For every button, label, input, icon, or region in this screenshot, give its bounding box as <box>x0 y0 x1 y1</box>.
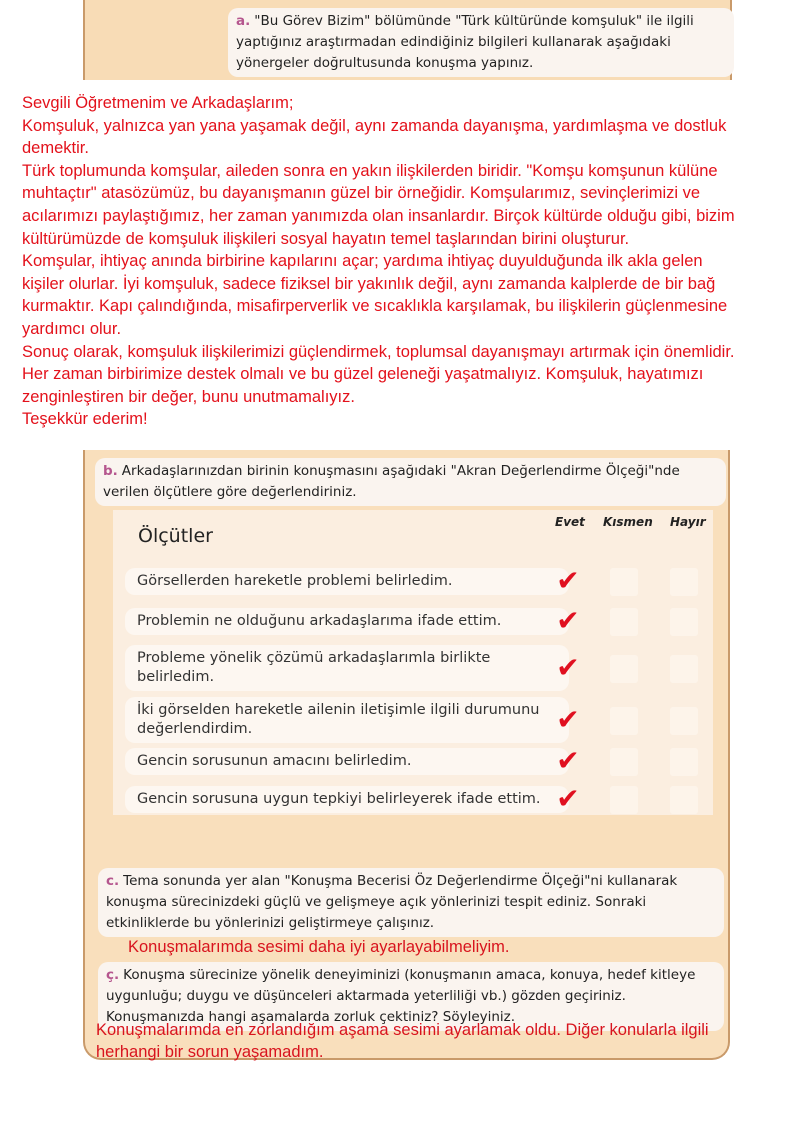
question-text: Tema sonunda yer alan "Konuşma Becerisi Öz Değerlendirme Ölçeği"ni kullanarak konuşma sürecinizdeki güçlü ve gelişmeye açık yönlerinizi tespit ediniz. Sonraki etkinliklerde bu yönlerinizi geliştirmeye çalışınız. <box>106 873 678 931</box>
checkbox-kısmen[interactable] <box>610 608 638 636</box>
speech-line: zenginleştiren bir değer, bunu unutmamalıyız. <box>22 387 355 406</box>
checkbox-kısmen[interactable] <box>610 655 638 683</box>
speech-line: Türk toplumunda komşular, aileden sonra en yakın ilişkilerden biridir. "Komşu komşunun külüne <box>22 161 718 180</box>
checkmark-icon: ✔ <box>556 744 580 777</box>
column-header-evet: Evet <box>555 515 585 529</box>
speech-line: Sevgili Öğretmenim ve Arkadaşlarım; <box>22 94 294 112</box>
criterion-row: İki görselden hareketle ailenin iletişimle ilgili durumunu değerlendirdim. <box>125 697 569 743</box>
checkbox-evet[interactable] <box>555 604 583 637</box>
question-text: Konuşma sürecinize yönelik deneyiminizi (konuşmanın amaca, konuya, hedef kitleye uygunluğu; duygu ve düşünceleri aktarmada yeterliliği vb.) gözden geçiriniz. Konuşmanızda hangi aşamalarda zorluk çektiniz? Söyleyiniz. <box>106 967 696 1025</box>
checkmark-icon: ✔ <box>556 650 580 684</box>
checkbox-hayır[interactable] <box>670 786 698 814</box>
speech-line: Komşuluk, yalnızca yan yana yaşamak değil, aynı zamanda dayanışma, yardımlaşma ve dostluk <box>22 116 727 135</box>
question-text: Arkadaşlarınızdan birinin konuşmasını aşağıdaki "Akran Değerlendirme Ölçeği"nde verilen ölçütlere göre değerlendiriniz. <box>103 463 680 500</box>
speech-line: Teşekkür ederim! <box>22 410 148 429</box>
checkmark-icon: ✔ <box>556 564 580 597</box>
checkbox-hayır[interactable] <box>670 568 698 596</box>
checkbox-kısmen[interactable] <box>610 748 638 776</box>
table-title: Ölçütler <box>138 525 213 547</box>
question-letter: c. <box>106 873 120 889</box>
checkmark-icon: ✔ <box>556 782 580 815</box>
criterion-row: Probleme yönelik çözümü arkadaşlarımla birlikte belirledim. <box>125 645 569 691</box>
answer-c: Konuşmalarımda sesimi daha iyi ayarlayabilmeliyim. <box>128 938 510 956</box>
speech-line: demektir. <box>22 139 89 158</box>
checkbox-evet[interactable] <box>555 650 583 684</box>
question-letter: ç. <box>106 967 120 983</box>
question-a <box>228 8 734 77</box>
criterion-row: Gencin sorusunun amacını belirledim. <box>125 748 569 775</box>
checkmark-icon: ✔ <box>556 702 580 736</box>
assessment-table <box>113 510 713 815</box>
speech-line: Sonuç olarak, komşuluk ilişkilerimizi güçlendirmek, toplumsal dayanışmayı artırmak için önemlidir. <box>22 342 735 361</box>
speech-line: Komşular, ihtiyaç anında birbirine kapılarını açar; yardıma ihtiyaç duyulduğunda ilk akla gelen <box>22 252 703 271</box>
checkbox-hayır[interactable] <box>670 655 698 683</box>
checkbox-hayır[interactable] <box>670 748 698 776</box>
speech-line: muhtaçtır" atasözümüz, bu dayanışmanın güzel bir örneğidir. Komşularımız, sevinçlerimizi ve <box>22 184 701 203</box>
checkbox-hayır[interactable] <box>670 707 698 735</box>
column-header-kismen: Kısmen <box>603 515 653 529</box>
checkbox-evet[interactable] <box>555 564 583 597</box>
criterion-row: Görsellerden hareketle problemi belirledim. <box>125 568 569 595</box>
column-header-hayir: Hayır <box>670 515 706 529</box>
question-text: "Bu Görev Bizim" bölümünde "Türk kültüründe komşuluk" ile ilgili yaptığınız araştırmadan edindiğiniz bilgileri kullanarak aşağıdaki yönergeler doğrultusunda konuşma yapınız. <box>236 13 694 71</box>
checkbox-evet[interactable] <box>555 782 583 815</box>
speech-line: kişiler olurlar. İyi komşuluk, sadece fiziksel bir yakınlık değil, aynı zamanda kalplerde de bir bağ <box>22 274 716 293</box>
speech-line: kurmaktır. Kapı çalındığında, misafirperverlik ve sıcaklıkla karşılamak, bu ilişkilerin güçlenmesine <box>22 297 728 316</box>
speech-line: acılarımızı paylaştığımız, her zaman yanımızda olan insanlardır. Birçok kültürde olduğu gibi, bizim <box>22 206 735 225</box>
checkmark-icon: ✔ <box>556 604 580 637</box>
speech-line: yardımcı olur. <box>22 319 122 338</box>
criterion-row: Gencin sorusuna uygun tepkiyi belirleyerek ifade ettim. <box>125 786 569 813</box>
checkbox-kısmen[interactable] <box>610 707 638 735</box>
speech-text <box>22 92 735 431</box>
question-b <box>95 458 726 506</box>
question-letter: b. <box>103 463 118 479</box>
checkbox-kısmen[interactable] <box>610 568 638 596</box>
checkbox-evet[interactable] <box>555 744 583 777</box>
answer-cc: Konuşmalarımda en zorlandığım aşama sesimi ayarlamak oldu. Diğer konularla ilgili herhangi bir sorun yaşamadım. <box>96 1021 709 1061</box>
checkbox-kısmen[interactable] <box>610 786 638 814</box>
checkbox-hayır[interactable] <box>670 608 698 636</box>
speech-line: kültürümüzde de komşuluk ilişkileri sosyal hayatın temel taşlarından birini oluşturur. <box>22 229 630 248</box>
question-c <box>98 868 724 937</box>
checkbox-evet[interactable] <box>555 702 583 736</box>
criterion-row: Problemin ne olduğunu arkadaşlarıma ifade ettim. <box>125 608 569 635</box>
question-letter: a. <box>236 13 251 29</box>
speech-line: Her zaman birbirimize destek olmalı ve bu güzel geleneği yaşatmalıyız. Komşuluk, hayatımızı <box>22 365 704 384</box>
